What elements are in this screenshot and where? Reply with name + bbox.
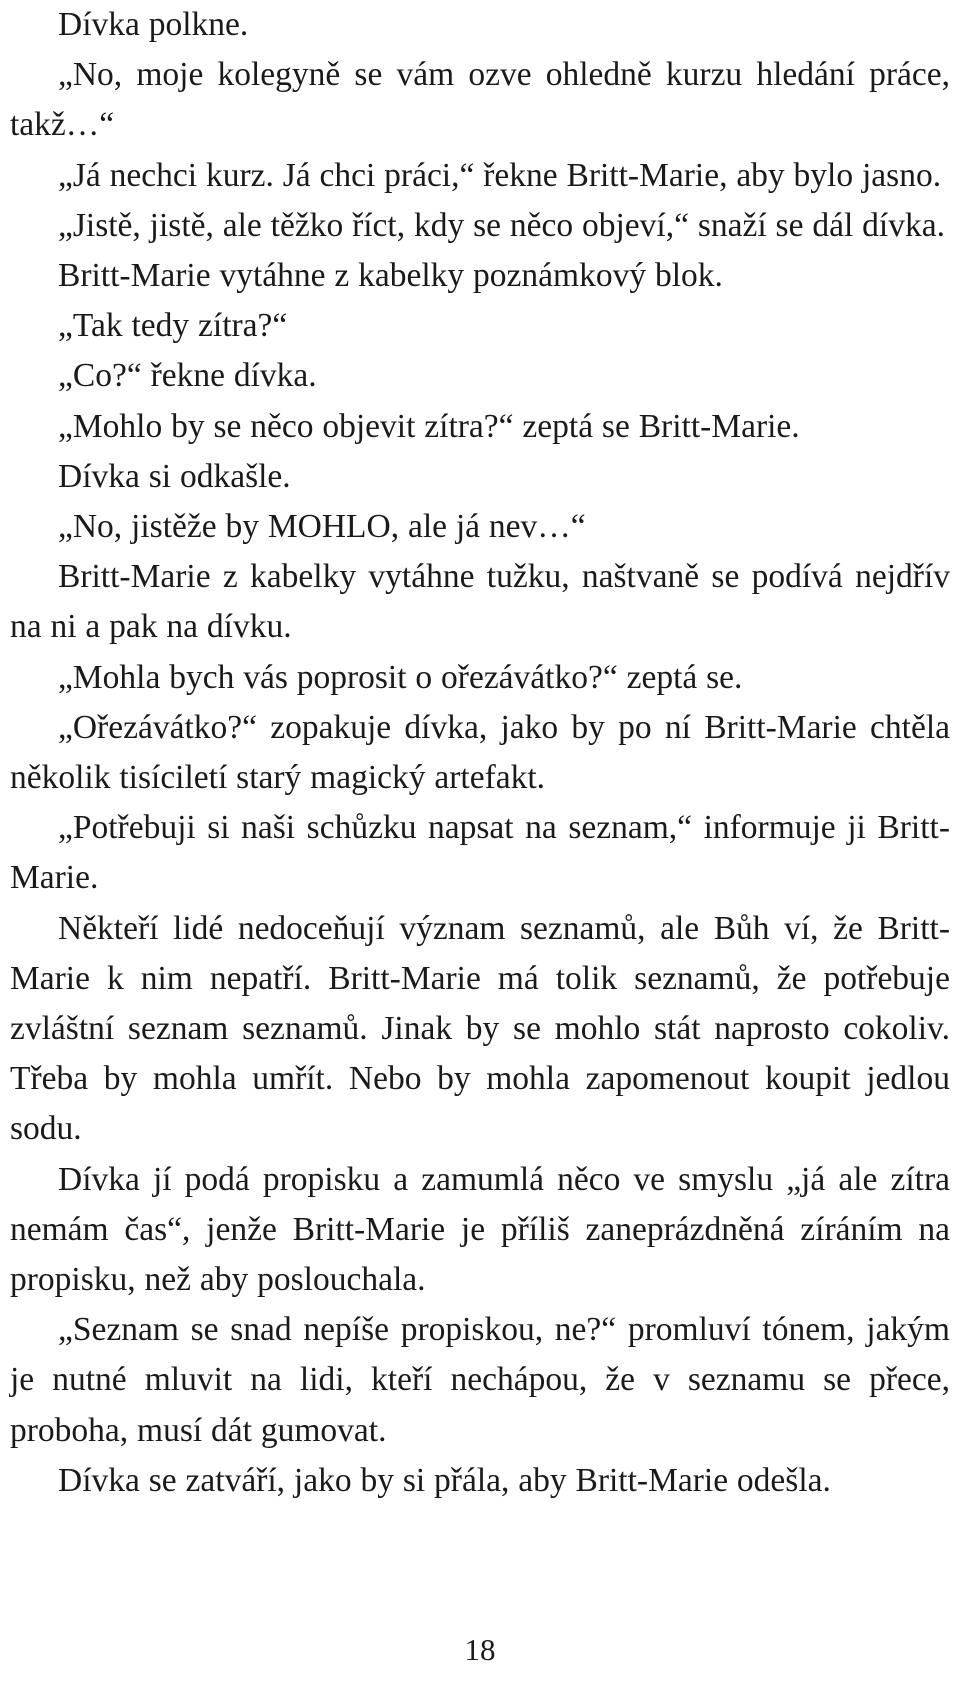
paragraph-18: Dívka se zatváří, jako by si přála, aby Britt-Marie odešla. (58, 1461, 831, 1499)
paragraph-14: „Potřebuji si naši schůzku napsat na seznam,“ informuje ji Britt-Marie. (10, 809, 950, 897)
paragraph-17: „Seznam se snad nepíše propiskou, ne?“ promluví tónem, jakým je nutné mluvit na lidi, kteří nechápou, že v seznamu se přece, proboha, musí dát gumovat. (10, 1311, 950, 1449)
paragraph-5: Britt-Marie vytáhne z kabelky poznámkový blok. (58, 257, 723, 295)
paragraph-7: „Co?“ řekne dívka. (58, 357, 317, 395)
page-text (10, 0, 950, 1506)
paragraph-13: „Ořezávátko?“ zopakuje dívka, jako by po ní Britt-Marie chtěla několik tisíciletí starý magický artefakt. (10, 708, 950, 797)
paragraph-3: „Já nechci kurz. Já chci práci,“ řekne Britt-Marie, aby bylo jasno. (58, 156, 942, 194)
paragraph-1: Dívka polkne. (58, 6, 249, 43)
paragraph-10: „No, jistěže by MOHLO, ale já nev…“ (58, 508, 586, 546)
paragraph-12: „Mohla bych vás poprosit o ořezávátko?“ zeptá se. (58, 658, 743, 696)
paragraph-4: „Jistě, jistě, ale těžko říct, kdy se něco objeví,“ snaží se dál dívka. (58, 206, 945, 244)
paragraph-16: Dívka jí podá propisku a zamumlá něco ve smyslu „já ale zítra nemám čas“, jenže Britt-Marie je příliš zaneprázdněná zíráním na propisku, než aby poslouchala. (10, 1160, 950, 1299)
paragraph-8: „Mohlo by se něco objevit zítra?“ zeptá se Britt-Marie. (58, 407, 800, 445)
paragraph-6: „Tak tedy zítra?“ (58, 307, 288, 345)
paragraph-9: Dívka si odkašle. (58, 457, 291, 495)
paragraph-2: „No, moje kolegyně se vám ozve ohledně kurzu hledání práce, takž…“ (10, 56, 950, 144)
page-number: 18 (464, 1632, 496, 1667)
paragraph-11: Britt-Marie z kabelky vytáhne tužku, naštvaně se podívá nejdřív na ni a pak na dívku. (10, 558, 950, 646)
paragraph-15: Někteří lidé nedoceňují význam seznamů, ale Bůh ví, že Britt-Marie k nim nepatří. Britt-Marie má tolik seznamů, že potřebuje zvláštní seznam seznamů. Jinak by se mohlo stát naprosto cokoliv. Třeba by mohla umřít. Nebo by mohla zapomenout koupit jedlou sodu. (10, 909, 950, 1148)
